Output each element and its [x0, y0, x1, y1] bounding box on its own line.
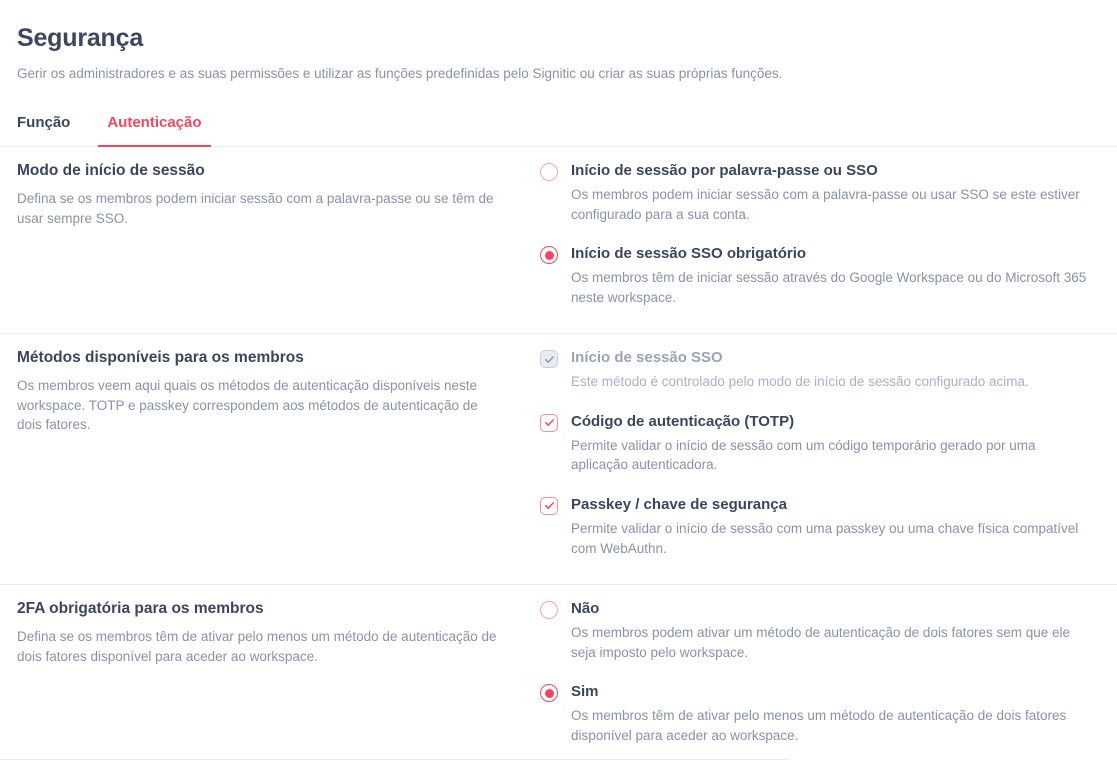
- option-description: Este método é controlado pelo modo de início de sessão configurado acima.: [571, 374, 1029, 390]
- option-inicio-de-sessao-sso-obrigatorio: [540, 245, 1117, 307]
- option-text: [571, 600, 1089, 662]
- section-options: [540, 349, 1117, 558]
- option-text: [571, 349, 1029, 392]
- radio-icon[interactable]: [540, 163, 558, 181]
- option-description: Permite validar o início de sessão com uma passkey ou uma chave física compatível com WebAuthn.: [571, 520, 1079, 556]
- option-description: Permite validar o início de sessão com um código temporário gerado por uma aplicação autenticadora.: [571, 437, 1036, 473]
- tabbar: [0, 114, 1117, 147]
- section-options: [540, 600, 1117, 745]
- radio-icon[interactable]: [540, 601, 558, 619]
- section-info: [0, 600, 540, 745]
- option-text: [571, 496, 1089, 558]
- page-title: Segurança: [17, 24, 144, 52]
- section-options: [540, 162, 1117, 307]
- option-label[interactable]: Início de sessão por palavra-passe ou SSO: [571, 162, 878, 179]
- option-description: Os membros têm de ativar pelo menos um método de autenticação de dois fatores disponível para aceder ao workspace.: [571, 708, 1067, 743]
- section-heading: 2FA obrigatória para os membros: [17, 600, 264, 618]
- section-heading: Modo de início de sessão: [17, 162, 205, 179]
- section-info: [0, 162, 540, 307]
- option-text: [571, 245, 1089, 307]
- section-heading: Métodos disponíveis para os membros: [17, 349, 304, 367]
- checkmark-icon: [544, 500, 555, 511]
- section-divider: [0, 759, 790, 760]
- option-passkey-chave-de-seguranca: [540, 496, 1117, 558]
- section-description: Defina se os membros podem iniciar sessão com a palavra-passe ou se têm de usar sempre SSO.: [17, 191, 494, 226]
- option-label[interactable]: Passkey / chave de segurança: [571, 495, 787, 513]
- section-description: Os membros veem aqui quais os métodos de autenticação disponíveis neste workspace. TOTP e passkey correspondem aos métodos de autenticação de dois fatores.: [17, 378, 478, 433]
- option-text: [571, 413, 1089, 475]
- tab-autenticacao[interactable]: Autenticação: [98, 114, 210, 147]
- option-label[interactable]: Sim: [571, 683, 599, 701]
- option-description: Os membros têm de iniciar sessão através do Google Workspace ou do Microsoft 365 neste workspace.: [571, 270, 1087, 305]
- option-text: [571, 162, 1089, 224]
- radio-icon[interactable]: [540, 684, 558, 702]
- page-subtitle: Gerir os administradores e as suas permissões e utilizar as funções predefinidas pelo Signitic ou criar as suas próprias funções.: [17, 66, 783, 81]
- checkbox-icon[interactable]: [540, 414, 558, 432]
- option-description: Os membros podem iniciar sessão com a palavra-passe ou usar SSO se este estiver configurado para a sua conta.: [571, 187, 1080, 222]
- section-description: Defina se os membros têm de ativar pelo menos um método de autenticação de dois fatores disponível para aceder ao workspace.: [17, 629, 497, 664]
- checkmark-icon: [544, 354, 555, 365]
- checkbox-icon[interactable]: [540, 497, 558, 515]
- option-label[interactable]: Não: [571, 600, 600, 618]
- option-nao: [540, 600, 1117, 662]
- settings-section-metodos-disponiveis-para-os-membros: [0, 334, 1117, 585]
- tab-funcao[interactable]: Função: [17, 114, 71, 131]
- option-description: Os membros podem ativar um método de autenticação de dois fatores sem que ele seja imposto pelo workspace.: [571, 625, 1071, 660]
- radio-icon[interactable]: [540, 246, 558, 264]
- option-inicio-de-sessao-sso: [540, 349, 1117, 392]
- option-label[interactable]: Código de autenticação (TOTP): [571, 412, 795, 430]
- option-codigo-de-autenticacao-totp: [540, 413, 1117, 475]
- settings-section-2fa-obrigatoria-para-os-membros: [0, 585, 1117, 755]
- option-sim: [540, 683, 1117, 745]
- settings-section-modo-de-inicio-de-sessao: [0, 147, 1117, 334]
- option-label: Início de sessão SSO: [571, 349, 723, 367]
- checkmark-icon: [544, 417, 555, 428]
- option-label[interactable]: Início de sessão SSO obrigatório: [571, 245, 807, 263]
- checkbox-icon: [540, 350, 558, 368]
- option-text: [571, 683, 1089, 745]
- sections: [0, 147, 1117, 755]
- option-inicio-de-sessao-por-palavra-passe-ou-sso: [540, 162, 1117, 224]
- section-info: [0, 349, 540, 558]
